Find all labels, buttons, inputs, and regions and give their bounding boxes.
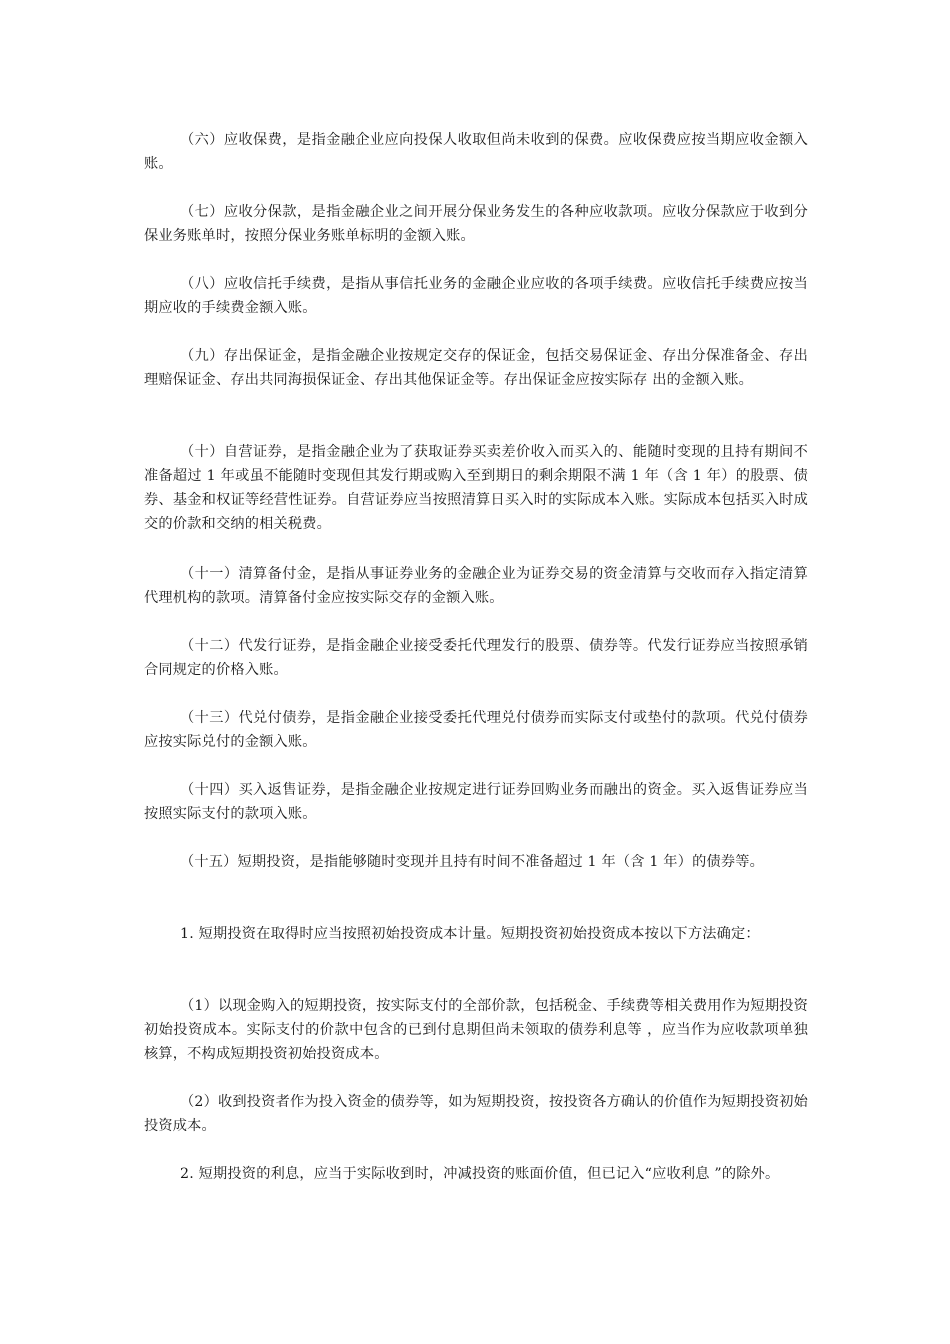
- paragraph-15-1-b: （2）收到投资者作为投入资金的债券等，如为短期投资，按投资各方确认的价值作为短期投资初始投资成本。: [144, 1094, 808, 1134]
- paragraph-12: （十二）代发行证券，是指金融企业接受委托代理发行的股票、债券等。代发行证券应当按照承销合同规定的价格入账。: [144, 638, 808, 678]
- paragraph-15-1-a: （1）以现金购入的短期投资，按实际支付的全部价款，包括税金、手续费等相关费用作为短期投资初始投资成本。实际支付的价款中包含的已到付息期但尚未领取的债券利息等 ，应当作为应收款项单独核算，不构成短期投资初始投资成本。: [144, 998, 808, 1062]
- paragraph-14: （十四）买入返售证券，是指金融企业按规定进行证券回购业务而融出的资金。买入返售证券应当按照实际支付的款项入账。: [144, 782, 808, 822]
- paragraph-15-2: 2. 短期投资的利息，应当于实际收到时，冲减投资的账面价值，但已记入“应收利息 ”的除外。: [180, 1166, 780, 1182]
- paragraph-11: （十一）清算备付金，是指从事证券业务的金融企业为证券交易的资金清算与交收而存入指定清算代理机构的款项。清算备付金应按实际交存的金额入账。: [144, 566, 808, 606]
- paragraph-8: （八）应收信托手续费，是指从事信托业务的金融企业应收的各项手续费。应收信托手续费应按当期应收的手续费金额入账。: [144, 276, 808, 316]
- paragraph-9: （九）存出保证金，是指金融企业按规定交存的保证金，包括交易保证金、存出分保准备金、存出理赔保证金、存出共同海损保证金、存出其他保证金等。存出保证金应按实际存 出的金额入账。: [144, 348, 808, 388]
- paragraph-13: （十三）代兑付债券，是指金融企业接受委托代理兑付债券而实际支付或垫付的款项。代兑付债券应按实际兑付的金额入账。: [144, 710, 808, 750]
- paragraph-10: （十）自营证券，是指金融企业为了获取证券买卖差价收入而买入的、能随时变现的且持有期间不准备超过 1 年或虽不能随时变现但其发行期或购入至到期日的剩余期限不满 1 年（含 1 年）的股票、债券、基金和权证等经营性证券。自营证券应当按照清算日买入时的实际成本入账。实际成本包括买入时成交的价款和交纳的相关税费。: [144, 444, 808, 532]
- paragraph-6: （六）应收保费，是指金融企业应向投保人收取但尚未收到的保费。应收保费应按当期应收金额入账。: [144, 132, 808, 172]
- paragraph-15: （十五）短期投资，是指能够随时变现并且持有时间不准备超过 1 年（含 1 年）的债券等。: [180, 854, 765, 870]
- paragraph-7: （七）应收分保款，是指金融企业之间开展分保业务发生的各种应收款项。应收分保款应于收到分保业务账单时，按照分保业务账单标明的金额入账。: [144, 204, 808, 244]
- paragraph-15-1: 1. 短期投资在取得时应当按照初始投资成本计量。短期投资初始投资成本按以下方法确定：: [180, 926, 760, 942]
